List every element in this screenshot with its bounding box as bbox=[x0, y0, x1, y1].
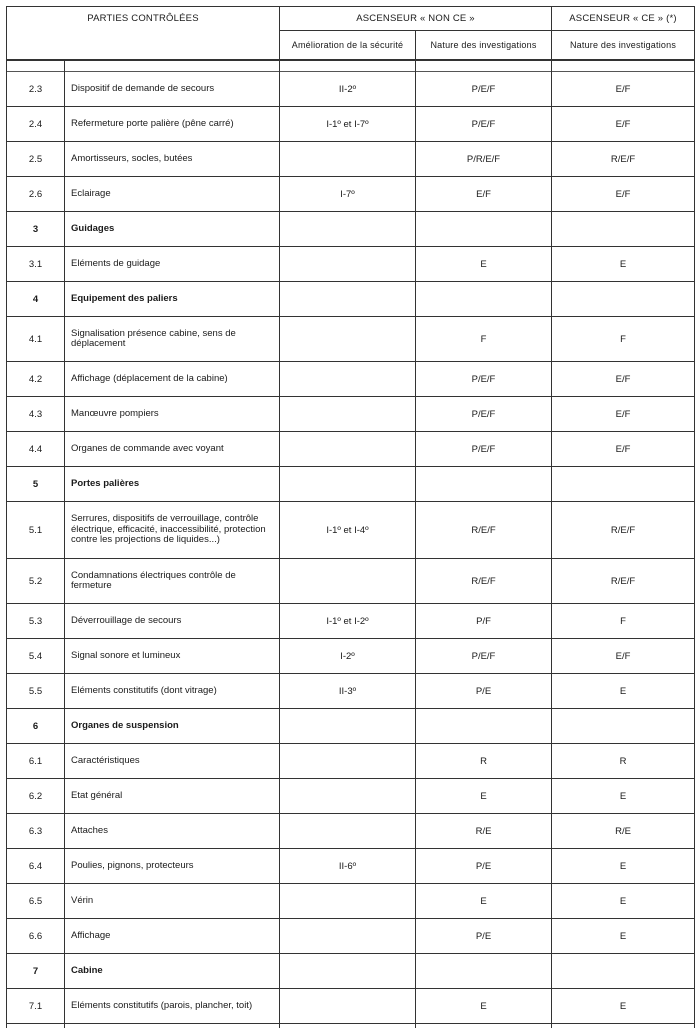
row-nature-non-ce: P/E bbox=[416, 919, 552, 954]
table-continuation bbox=[7, 1024, 695, 1028]
row-number: 4 bbox=[7, 282, 65, 317]
row-number: 6 bbox=[7, 709, 65, 744]
row-nature-non-ce: E bbox=[416, 247, 552, 282]
row-amelioration-securite bbox=[280, 954, 416, 989]
header-ascenseur-ce: ASCENSEUR « CE » (*) bbox=[552, 7, 695, 31]
table-row bbox=[7, 432, 695, 467]
section-row bbox=[7, 212, 695, 247]
table-row bbox=[7, 502, 695, 559]
table-row bbox=[7, 989, 695, 1024]
row-nature-non-ce bbox=[416, 954, 552, 989]
row-label: Organes de commande avec voyant bbox=[65, 432, 280, 467]
row-label: Serrures, dispositifs de verrouillage, contrôle électrique, efficacité, inaccessibilité, protection contre les projections de liquides...) bbox=[65, 502, 280, 559]
row-nature-ce: E/F bbox=[552, 362, 695, 397]
row-amelioration-securite bbox=[280, 779, 416, 814]
header-nature-investigations-non-ce: Nature des investigations bbox=[416, 31, 552, 61]
table-row bbox=[7, 604, 695, 639]
row-nature-non-ce: R/E bbox=[416, 814, 552, 849]
row-nature-ce: E bbox=[552, 989, 695, 1024]
row-label: Eclairage bbox=[65, 177, 280, 212]
row-amelioration-securite: II-3º bbox=[280, 674, 416, 709]
row-amelioration-securite bbox=[280, 362, 416, 397]
row-amelioration-securite bbox=[280, 432, 416, 467]
row-amelioration-securite bbox=[280, 744, 416, 779]
row-nature-ce: E bbox=[552, 674, 695, 709]
header-parties-controlees: PARTIES CONTRÔLÉES bbox=[7, 7, 280, 61]
row-amelioration-securite bbox=[280, 247, 416, 282]
row-number: 2.3 bbox=[7, 72, 65, 107]
row-number: 5.2 bbox=[7, 559, 65, 604]
row-number: 5.5 bbox=[7, 674, 65, 709]
table-row bbox=[7, 362, 695, 397]
row-nature-non-ce: R/E/F bbox=[416, 502, 552, 559]
row-nature-ce bbox=[552, 467, 695, 502]
row-nature-ce: R/E/F bbox=[552, 502, 695, 559]
row-label: Poulies, pignons, protecteurs bbox=[65, 849, 280, 884]
inspection-table-page bbox=[6, 6, 694, 1028]
row-nature-non-ce: E bbox=[416, 779, 552, 814]
row-nature-non-ce: P/E/F bbox=[416, 639, 552, 674]
row-nature-non-ce: P/E/F bbox=[416, 72, 552, 107]
row-amelioration-securite bbox=[280, 282, 416, 317]
row-amelioration-securite bbox=[280, 884, 416, 919]
row-nature-ce: E bbox=[552, 919, 695, 954]
row-number: 6.1 bbox=[7, 744, 65, 779]
row-label: Guidages bbox=[65, 212, 280, 247]
row-nature-ce: F bbox=[552, 604, 695, 639]
row-amelioration-securite bbox=[280, 212, 416, 247]
row-nature-non-ce bbox=[416, 467, 552, 502]
row-number: 5.1 bbox=[7, 502, 65, 559]
row-nature-ce: E/F bbox=[552, 72, 695, 107]
row-label: Signalisation présence cabine, sens de déplacement bbox=[65, 317, 280, 362]
row-nature-ce: E/F bbox=[552, 177, 695, 212]
row-label: Déverrouillage de secours bbox=[65, 604, 280, 639]
table-row bbox=[7, 884, 695, 919]
table-row bbox=[7, 107, 695, 142]
row-number: 6.5 bbox=[7, 884, 65, 919]
row-label: Vérin bbox=[65, 884, 280, 919]
row-nature-non-ce: P/E/F bbox=[416, 107, 552, 142]
row-nature-ce: E bbox=[552, 849, 695, 884]
row-amelioration-securite: II-6º bbox=[280, 849, 416, 884]
row-nature-non-ce: F bbox=[416, 317, 552, 362]
row-label: Eléments constitutifs (dont vitrage) bbox=[65, 674, 280, 709]
header-amelioration-securite: Amélioration de la sécurité bbox=[280, 31, 416, 61]
row-amelioration-securite: I-1º et I-7º bbox=[280, 107, 416, 142]
section-row bbox=[7, 954, 695, 989]
row-nature-non-ce bbox=[416, 212, 552, 247]
row-amelioration-securite: I-1º et I-4º bbox=[280, 502, 416, 559]
row-amelioration-securite bbox=[280, 559, 416, 604]
header-separator bbox=[7, 60, 695, 72]
table-row bbox=[7, 397, 695, 432]
row-nature-ce bbox=[552, 709, 695, 744]
row-nature-non-ce: P/R/E/F bbox=[416, 142, 552, 177]
row-nature-ce: E/F bbox=[552, 432, 695, 467]
row-nature-non-ce bbox=[416, 709, 552, 744]
row-label: Caractéristiques bbox=[65, 744, 280, 779]
table-row bbox=[7, 849, 695, 884]
row-number: 6.6 bbox=[7, 919, 65, 954]
table-row bbox=[7, 142, 695, 177]
table-row bbox=[7, 317, 695, 362]
row-amelioration-securite bbox=[280, 709, 416, 744]
row-label: Refermeture porte palière (pêne carré) bbox=[65, 107, 280, 142]
row-amelioration-securite bbox=[280, 317, 416, 362]
row-nature-ce bbox=[552, 954, 695, 989]
header-nature-investigations-ce: Nature des investigations bbox=[552, 31, 695, 61]
row-nature-non-ce: R/E/F bbox=[416, 559, 552, 604]
row-nature-non-ce: R bbox=[416, 744, 552, 779]
row-label: Equipement des paliers bbox=[65, 282, 280, 317]
row-label: Cabine bbox=[65, 954, 280, 989]
row-label: Organes de suspension bbox=[65, 709, 280, 744]
row-number: 4.3 bbox=[7, 397, 65, 432]
row-nature-non-ce: P/E/F bbox=[416, 397, 552, 432]
row-number: 2.5 bbox=[7, 142, 65, 177]
row-nature-non-ce: P/F bbox=[416, 604, 552, 639]
row-label: Eléments constitutifs (parois, plancher, toit) bbox=[65, 989, 280, 1024]
row-amelioration-securite bbox=[280, 814, 416, 849]
row-nature-non-ce: P/E/F bbox=[416, 362, 552, 397]
row-amelioration-securite bbox=[280, 467, 416, 502]
row-label: Affichage (déplacement de la cabine) bbox=[65, 362, 280, 397]
table-row bbox=[7, 177, 695, 212]
row-nature-ce: E/F bbox=[552, 397, 695, 432]
row-amelioration-securite bbox=[280, 397, 416, 432]
row-nature-ce: R bbox=[552, 744, 695, 779]
row-number: 6.4 bbox=[7, 849, 65, 884]
row-nature-ce: R/E bbox=[552, 814, 695, 849]
row-nature-non-ce: E bbox=[416, 989, 552, 1024]
row-number: 2.4 bbox=[7, 107, 65, 142]
row-number: 5 bbox=[7, 467, 65, 502]
table-row bbox=[7, 639, 695, 674]
row-nature-non-ce: P/E/F bbox=[416, 432, 552, 467]
row-label: Dispositif de demande de secours bbox=[65, 72, 280, 107]
row-number: 3 bbox=[7, 212, 65, 247]
row-nature-ce: E/F bbox=[552, 107, 695, 142]
row-amelioration-securite: I-2º bbox=[280, 639, 416, 674]
row-nature-ce: R/E/F bbox=[552, 142, 695, 177]
row-number: 6.3 bbox=[7, 814, 65, 849]
header-ascenseur-non-ce: ASCENSEUR « NON CE » bbox=[280, 7, 552, 31]
row-amelioration-securite: I-7º bbox=[280, 177, 416, 212]
row-label: Attaches bbox=[65, 814, 280, 849]
row-nature-ce: F bbox=[552, 317, 695, 362]
row-nature-ce bbox=[552, 212, 695, 247]
row-nature-ce: E bbox=[552, 884, 695, 919]
row-number: 2.6 bbox=[7, 177, 65, 212]
table-row bbox=[7, 247, 695, 282]
row-number: 4.4 bbox=[7, 432, 65, 467]
table-row bbox=[7, 744, 695, 779]
row-nature-non-ce: E bbox=[416, 884, 552, 919]
row-amelioration-securite: I-1º et I-2º bbox=[280, 604, 416, 639]
row-nature-non-ce: P/E bbox=[416, 849, 552, 884]
row-label: Amortisseurs, socles, butées bbox=[65, 142, 280, 177]
row-number: 7.1 bbox=[7, 989, 65, 1024]
section-row bbox=[7, 282, 695, 317]
row-number: 7 bbox=[7, 954, 65, 989]
table-row bbox=[7, 814, 695, 849]
section-row bbox=[7, 709, 695, 744]
row-number: 4.2 bbox=[7, 362, 65, 397]
row-nature-ce bbox=[552, 282, 695, 317]
table-row bbox=[7, 72, 695, 107]
row-label: Manœuvre pompiers bbox=[65, 397, 280, 432]
row-nature-ce: E bbox=[552, 247, 695, 282]
table-body bbox=[7, 60, 695, 1028]
row-label: Condamnations électriques contrôle de fermeture bbox=[65, 559, 280, 604]
row-label: Signal sonore et lumineux bbox=[65, 639, 280, 674]
row-amelioration-securite bbox=[280, 919, 416, 954]
row-amelioration-securite: II-2º bbox=[280, 72, 416, 107]
row-number: 4.1 bbox=[7, 317, 65, 362]
row-nature-non-ce: P/E bbox=[416, 674, 552, 709]
row-label: Portes palières bbox=[65, 467, 280, 502]
table-row bbox=[7, 559, 695, 604]
row-nature-non-ce bbox=[416, 282, 552, 317]
row-nature-ce: E bbox=[552, 779, 695, 814]
table-row bbox=[7, 919, 695, 954]
inspection-table bbox=[6, 6, 695, 1028]
row-number: 3.1 bbox=[7, 247, 65, 282]
row-label: Eléments de guidage bbox=[65, 247, 280, 282]
row-label: Affichage bbox=[65, 919, 280, 954]
row-nature-ce: E/F bbox=[552, 639, 695, 674]
row-nature-non-ce: E/F bbox=[416, 177, 552, 212]
table-row bbox=[7, 779, 695, 814]
table-row bbox=[7, 674, 695, 709]
row-number: 5.3 bbox=[7, 604, 65, 639]
row-amelioration-securite bbox=[280, 989, 416, 1024]
row-label: Etat général bbox=[65, 779, 280, 814]
row-number: 6.2 bbox=[7, 779, 65, 814]
row-amelioration-securite bbox=[280, 142, 416, 177]
section-row bbox=[7, 467, 695, 502]
row-number: 5.4 bbox=[7, 639, 65, 674]
row-nature-ce: R/E/F bbox=[552, 559, 695, 604]
